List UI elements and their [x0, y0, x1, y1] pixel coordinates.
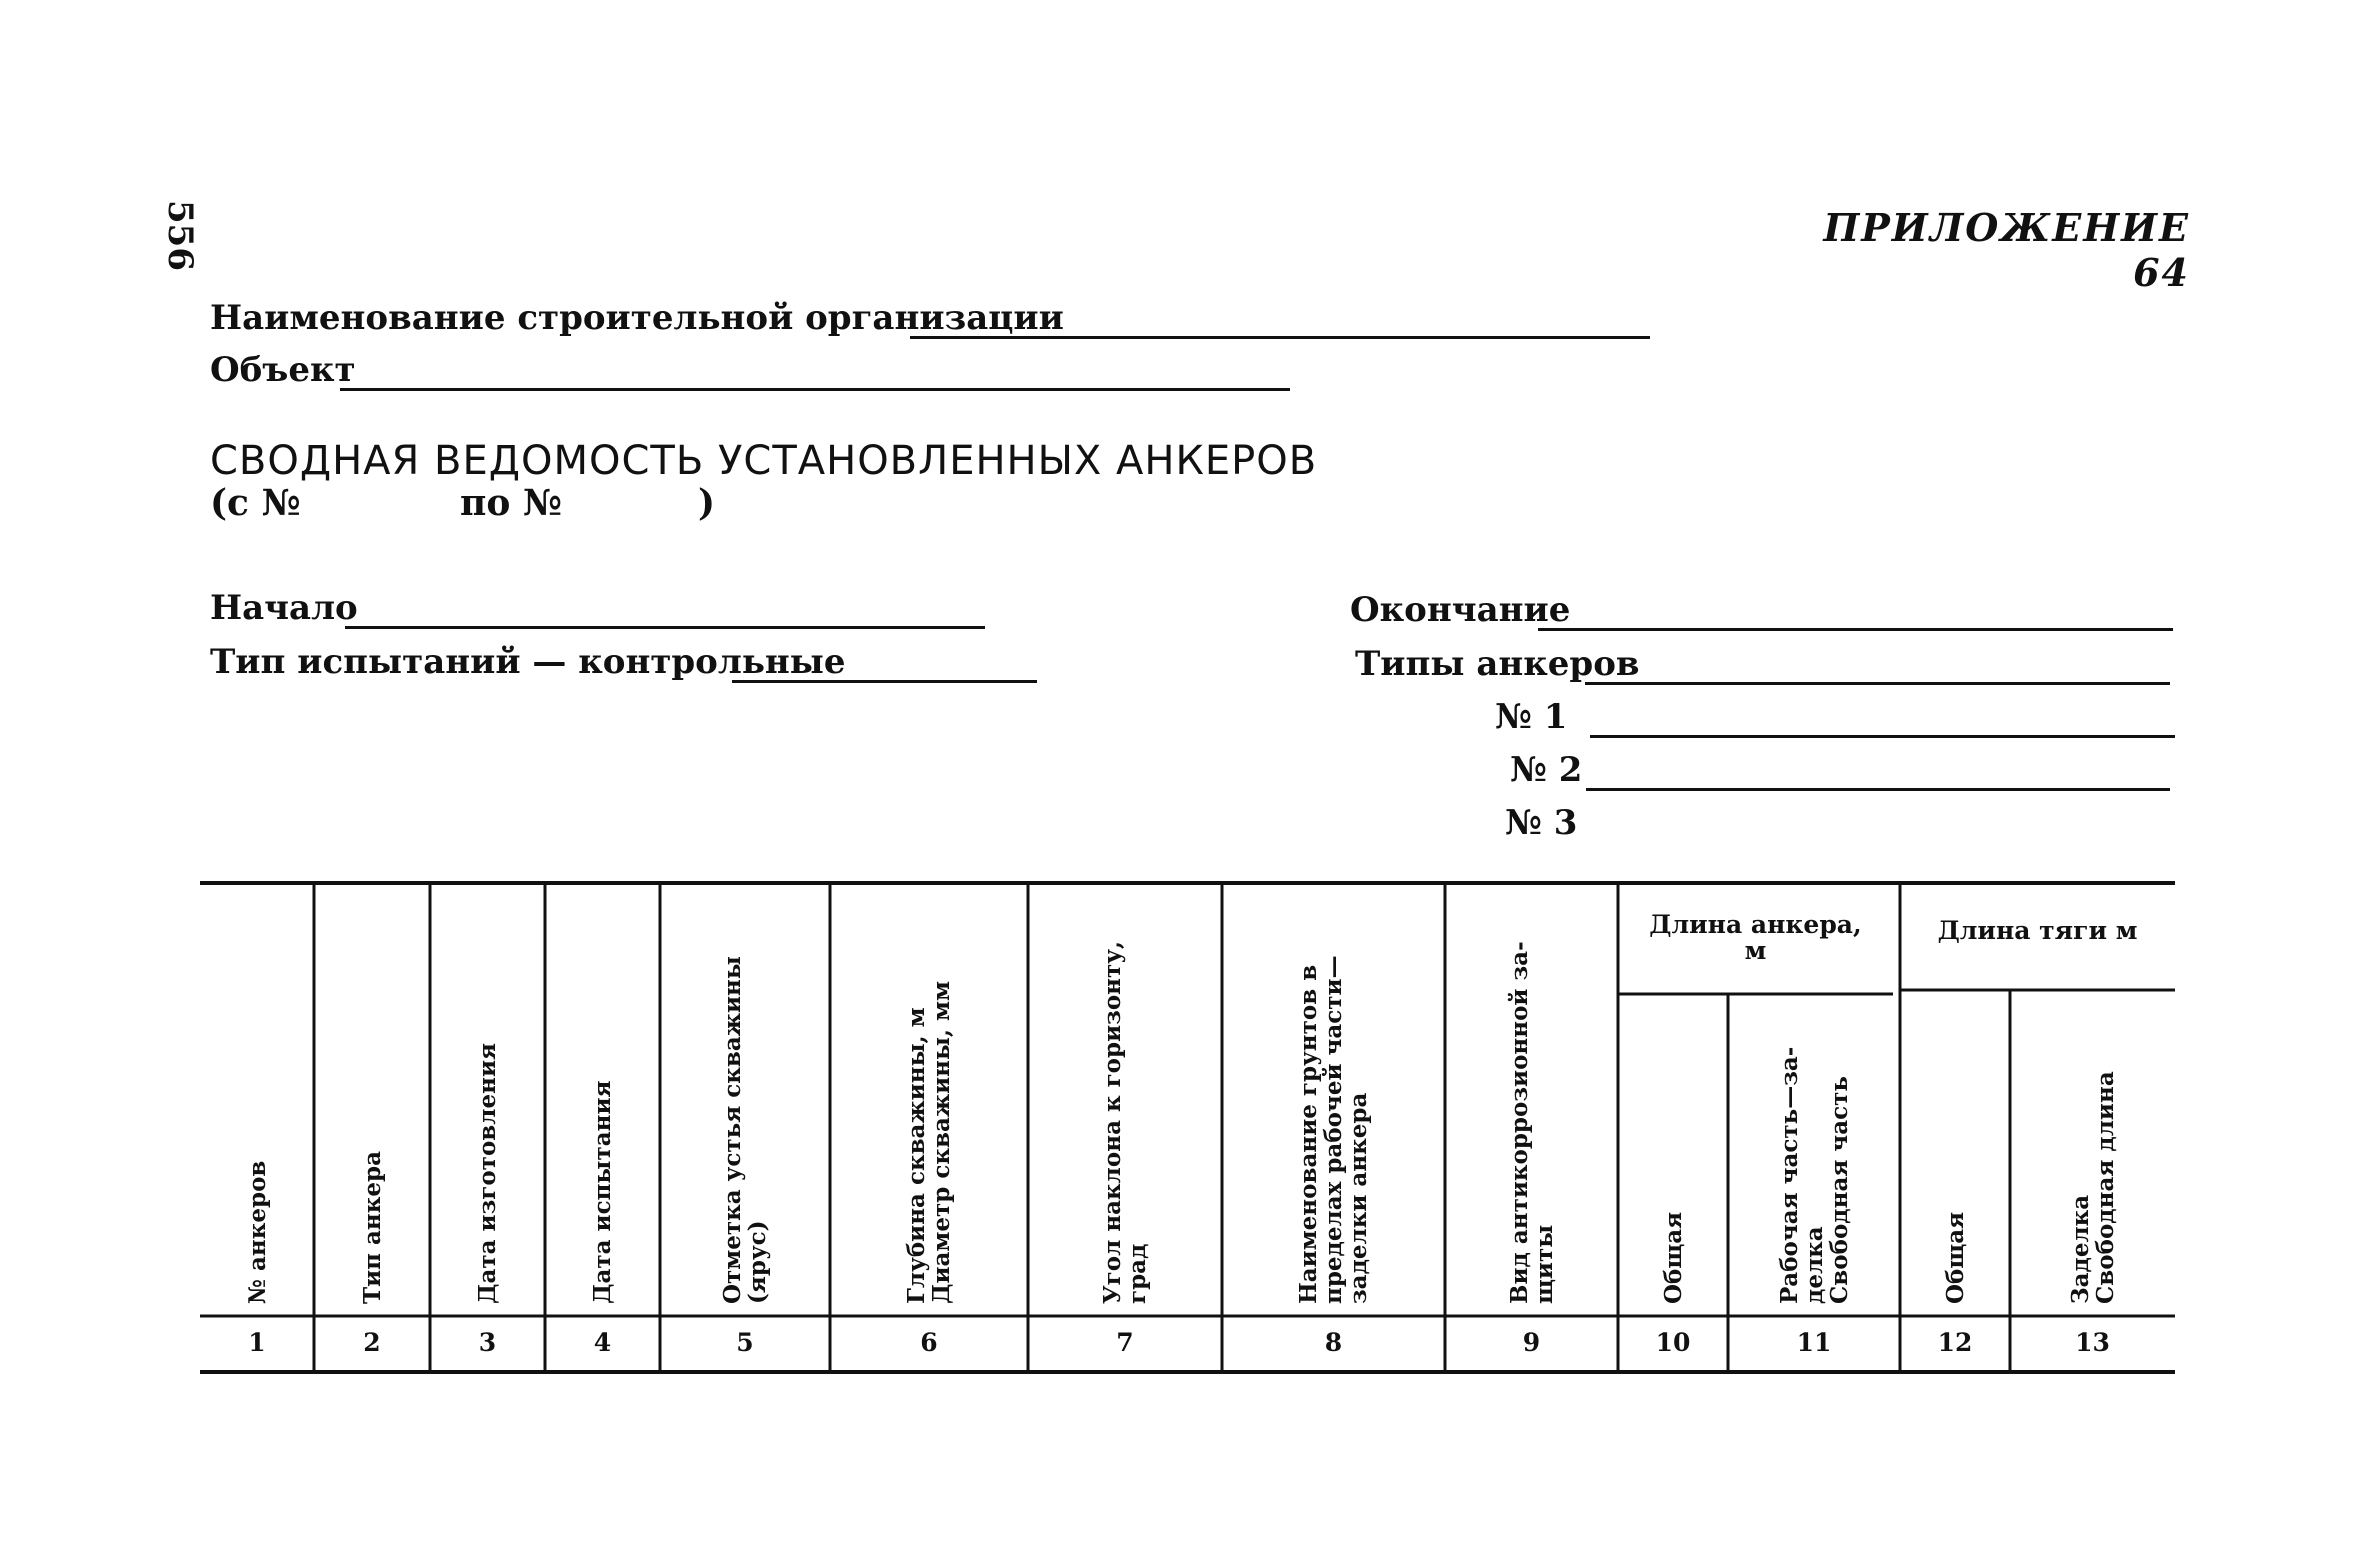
organization-field	[210, 298, 1064, 338]
column-header-line: № анкеров	[243, 1160, 271, 1304]
end-field	[1350, 590, 1570, 630]
column-header-line: Отметка устья скважины	[719, 956, 746, 1304]
column-header	[1100, 941, 1150, 1304]
column-number: 2	[363, 1328, 381, 1357]
column-header	[2068, 1071, 2118, 1304]
column-number: 13	[2075, 1328, 2110, 1357]
rod-length-group: Длина тяги м	[1937, 916, 2138, 945]
anchor-no-1-field	[1495, 697, 1567, 737]
column-header-line: Заделка	[2066, 1194, 2094, 1304]
column-header-line: Вид антикоррозионной за-	[1505, 941, 1533, 1304]
object-label: Объект	[210, 350, 356, 390]
start-field	[210, 588, 358, 628]
column-header-line: Угол наклона к горизонту,	[1099, 940, 1126, 1304]
column-header	[590, 1080, 615, 1304]
anchor-no-2-line	[1586, 788, 2170, 791]
start-line	[345, 626, 985, 629]
column-header-line: Свободная часть	[1825, 1076, 1853, 1304]
column-number: 8	[1324, 1328, 1343, 1357]
column-header-line: Диаметр скважины, мм	[928, 980, 955, 1304]
column-header-line: делка	[1800, 1226, 1828, 1304]
anchors-table	[200, 878, 2180, 1378]
object-line	[340, 388, 1290, 391]
column-header-line: (ярус)	[744, 1220, 771, 1304]
object-field	[210, 350, 356, 390]
column-header-line: Общая	[1941, 1211, 1969, 1304]
column-number: 3	[478, 1328, 497, 1357]
organization-label: Наименование строительной организации	[210, 298, 1064, 338]
column-header-line: щиты	[1530, 1224, 1558, 1304]
anchor-length-group: Длина анкера, м	[1649, 910, 1862, 965]
anchor-no-1-label: № 1	[1495, 697, 1568, 737]
column-header	[1661, 1212, 1686, 1304]
test-type-field	[210, 642, 846, 682]
organization-line	[910, 336, 1650, 339]
column-header-line: Наименование грунтов в	[1295, 964, 1322, 1304]
column-header-line: град	[1124, 1243, 1151, 1304]
appendix-label: ПРИЛОЖЕНИЕ 64	[1823, 205, 2190, 295]
column-header	[245, 1161, 270, 1304]
column-number: 5	[736, 1328, 754, 1357]
test-type-label: Тип испытаний — контрольные	[210, 642, 846, 682]
column-header	[360, 1151, 385, 1304]
end-line	[1538, 628, 2173, 631]
test-type-line	[732, 680, 1037, 683]
column-header-line: заделки анкера	[1345, 1092, 1372, 1304]
column-header-line: Рабочая часть—за-	[1775, 1046, 1803, 1304]
column-number: 11	[1796, 1328, 1832, 1357]
column-number: 1	[248, 1328, 266, 1357]
column-header	[720, 956, 770, 1304]
column-header-line: Дата испытания	[589, 1080, 616, 1304]
column-header	[904, 981, 954, 1304]
column-header	[1507, 941, 1557, 1304]
page-number: 556	[160, 200, 200, 271]
start-label: Начало	[210, 588, 358, 628]
column-header	[475, 1043, 500, 1304]
anchor-no-1-line	[1590, 735, 2175, 738]
anchor-types-field	[1355, 644, 1640, 684]
range-to: по №	[460, 482, 563, 524]
anchor-no-3-label: № 3	[1505, 803, 1578, 843]
anchor-types-line	[1585, 682, 2170, 685]
anchor-no-3-field	[1505, 803, 1577, 843]
column-header	[1777, 1047, 1852, 1304]
column-number: 12	[1937, 1328, 1973, 1357]
column-header-line: Общая	[1659, 1211, 1687, 1304]
column-header-line: Тип анкера	[358, 1151, 386, 1304]
column-header-line: Свободная длина	[2091, 1071, 2119, 1304]
range-from: (с №	[210, 482, 301, 524]
end-label: Окончание	[1350, 590, 1571, 630]
anchor-types-label: Типы анкеров	[1355, 644, 1640, 684]
column-header-line: Дата изготовления	[474, 1043, 501, 1304]
column-header	[1296, 955, 1371, 1304]
column-header-line: пределах рабочей части—	[1320, 955, 1347, 1304]
range-close: )	[698, 482, 716, 524]
anchor-no-2-label: № 2	[1510, 750, 1583, 790]
column-number: 4	[593, 1328, 612, 1357]
column-header-line: Глубина скважины, м	[903, 1007, 930, 1304]
document-title: СВОДНАЯ ВЕДОМОСТЬ УСТАНОВЛЕННЫХ АНКЕРОВ	[210, 438, 1318, 484]
column-number: 9	[1522, 1328, 1541, 1357]
column-number: 6	[920, 1328, 938, 1357]
column-number: 10	[1655, 1328, 1691, 1357]
column-number: 7	[1116, 1328, 1134, 1357]
column-header	[1943, 1212, 1968, 1304]
anchor-no-2-field	[1510, 750, 1582, 790]
